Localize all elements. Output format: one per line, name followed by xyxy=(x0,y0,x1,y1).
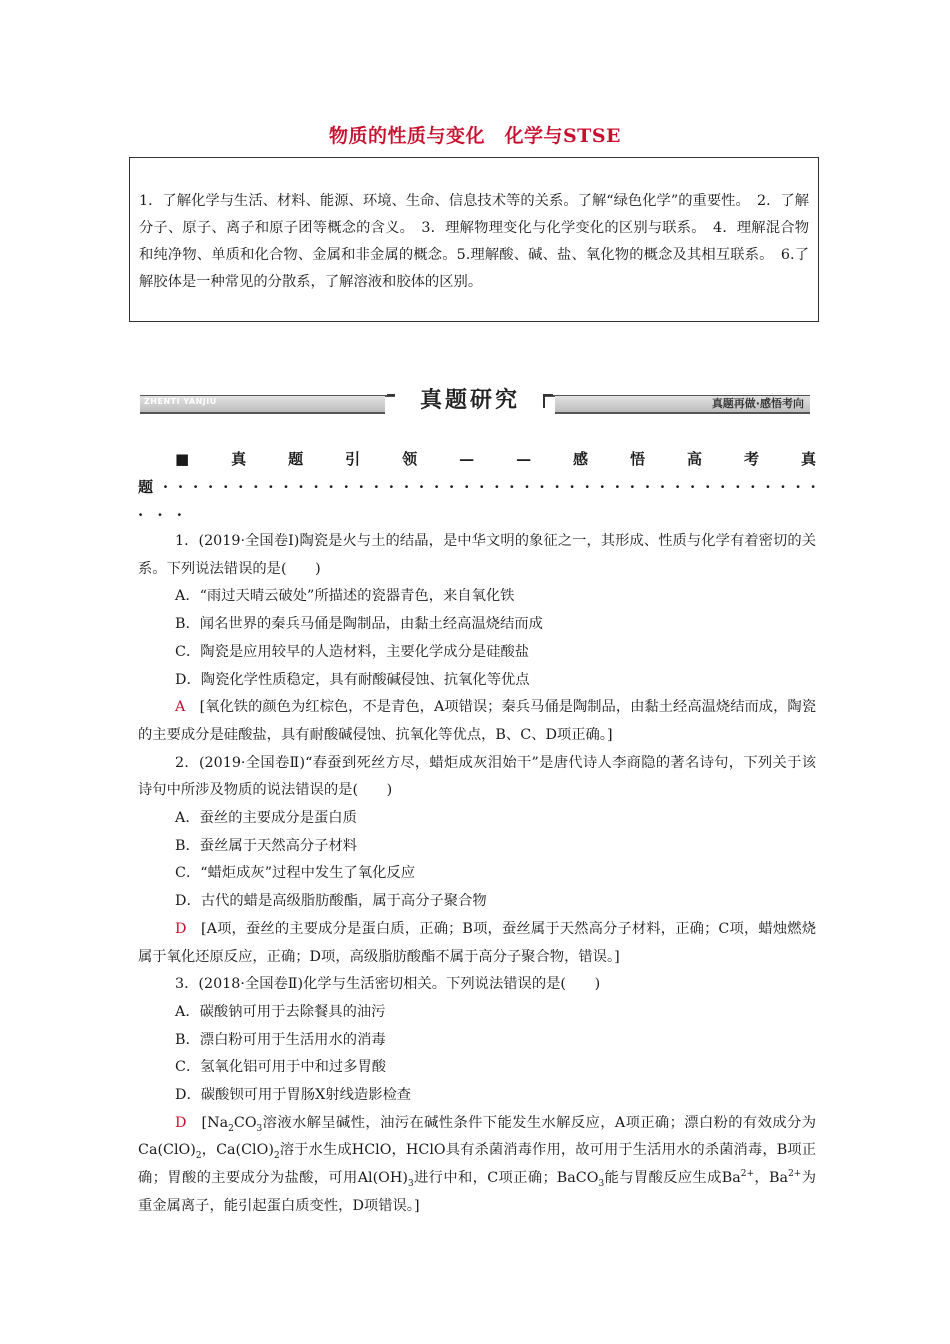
section-heading-char: 领 xyxy=(402,450,418,468)
leader-dot: · xyxy=(720,478,726,496)
question-option: C．“蜡炬成灰”过程中发生了氧化反应 xyxy=(175,865,416,882)
leader-dot: · xyxy=(403,478,410,496)
banner-bracket-right xyxy=(543,394,553,408)
leader-dot: · xyxy=(283,478,289,496)
leader-dot: · xyxy=(599,478,605,496)
question-option: B．蚕丝属于天然高分子材料 xyxy=(175,837,358,854)
subscript: 3 xyxy=(598,1179,605,1190)
section-heading-char: — xyxy=(516,450,532,468)
square-marker-icon: ■ xyxy=(175,450,190,468)
leader-dot: · xyxy=(253,478,259,496)
question-option: B．漂白粉可用于生活用水的消毒 xyxy=(175,1031,386,1048)
leader-dot: · xyxy=(157,506,163,524)
leader-dot: · xyxy=(373,478,379,496)
leader-dot: · xyxy=(298,478,304,496)
leader-dot: · xyxy=(192,478,199,496)
answer-explanation xyxy=(138,916,816,971)
explanation-text: [Na xyxy=(186,1114,229,1131)
leader-dot: · xyxy=(614,478,620,496)
leader-dot: · xyxy=(162,478,169,496)
explanation-text: 能与胃酸反应生成Ba xyxy=(604,1170,741,1187)
section-heading-char: 题 xyxy=(138,478,154,496)
section-heading xyxy=(138,445,816,529)
subscript: 2 xyxy=(228,1123,234,1134)
leader-dot: · xyxy=(313,478,319,496)
question-stem: 2．(2019·全国卷Ⅱ)“春蚕到死丝方尽，蜡炬成灰泪始干”是唐代诗人李商隐的著名诗句，下列关于该诗句中所涉及物质的说法错误的是( ) xyxy=(138,754,816,799)
learning-objectives-box xyxy=(129,157,819,322)
leader-dot: · xyxy=(464,478,470,496)
leader-dot: · xyxy=(554,478,560,496)
question-option: B．闻名世界的秦兵马俑是陶制品，由黏土经高温烧结而成 xyxy=(175,616,543,633)
leader-dot: · xyxy=(494,478,500,496)
section-heading-char: 感 xyxy=(573,450,589,468)
explanation-text: ，Ca(ClO) xyxy=(201,1142,274,1159)
question-option: D．碳酸钡可用于胃肠X射线造影检查 xyxy=(175,1087,412,1104)
leader-dot: · xyxy=(795,478,801,496)
question-option: A．蚕丝的主要成分是蛋白质 xyxy=(175,810,357,827)
explanation-text: 为重金属离子，能引起蛋白质变性，D项错误。] xyxy=(138,1170,817,1214)
explanation-text: 进行中和，C项正确；BaCO xyxy=(413,1170,599,1187)
leader-dot: · xyxy=(449,478,455,496)
question-option: A．碳酸钠可用于去除餐具的油污 xyxy=(175,1003,386,1020)
leader-dot: · xyxy=(765,478,771,496)
leader-dot: · xyxy=(176,506,182,524)
leader-dot: · xyxy=(569,478,575,496)
answer-explanation xyxy=(138,694,816,749)
section-heading-char: 悟 xyxy=(630,450,646,468)
leader-dot: · xyxy=(735,478,741,496)
section-heading-char: 真 xyxy=(800,450,816,468)
leader-dot: · xyxy=(539,478,545,496)
leader-dot: · xyxy=(750,478,756,496)
leader-dot: · xyxy=(584,478,590,496)
leader-dot: · xyxy=(524,478,530,496)
question-option: A．“雨过天晴云破处”所描述的瓷器青色，来自氧化铁 xyxy=(175,588,515,605)
section-heading-char: 真 xyxy=(231,450,247,468)
leader-dot: · xyxy=(810,478,816,496)
section-heading-char: 考 xyxy=(743,450,759,468)
section-heading-char: — xyxy=(459,450,475,468)
answer-explanation xyxy=(138,1110,816,1221)
leader-dot: · xyxy=(659,478,666,496)
leader-dot: · xyxy=(208,478,214,496)
question-option: C．陶瓷是应用较早的人造材料，主要化学成分是硅酸盐 xyxy=(175,643,530,660)
question-stem: 3．(2018·全国卷Ⅱ)化学与生活密切相关。下列说法错误的是( ) xyxy=(175,976,601,993)
leader-dot: · xyxy=(268,478,274,496)
section-banner xyxy=(140,384,810,418)
leader-dot: · xyxy=(138,506,144,524)
superscript: 2+ xyxy=(740,1169,755,1180)
banner-subtitle: 真题再做·感悟考向 xyxy=(711,397,804,410)
explanation-text: [A项，蚕丝的主要成分是蛋白质，正确；B项，蚕丝属于天然高分子材料，正确；C项，蜡烛燃烧属于氧化还原反应，正确；D项，高级脂肪酸酯不属于高分子聚合物，错误。] xyxy=(138,920,816,965)
question-option: C．氢氧化铝可用于中和过多胃酸 xyxy=(175,1059,387,1076)
question-stem: 1．(2019·全国卷Ⅰ)陶瓷是火与土的结晶，是中华文明的象征之一，其形成、性质与化学有着密切的关系。下列说法错误的是( ) xyxy=(138,533,816,577)
leader-dot: · xyxy=(343,478,349,496)
question-option: D．古代的蜡是高级脂肪酸酯，属于高分子聚合物 xyxy=(175,893,487,910)
explanation-text: CO xyxy=(233,1114,257,1131)
leader-dot: · xyxy=(223,478,229,496)
leader-dot: · xyxy=(509,478,515,496)
answer-letter: A xyxy=(175,699,186,716)
section-heading-char: 引 xyxy=(345,450,361,468)
leader-dot: · xyxy=(629,478,636,496)
subscript: 3 xyxy=(407,1179,414,1190)
subscript: 2 xyxy=(195,1151,202,1162)
explanation-text: 溶于水生成HClO，HClO具有杀菌消毒作用，故可用于生活用水的杀菌消毒，B项正确；胃酸的主要成分为盐酸，可用Al(OH) xyxy=(138,1142,816,1187)
learning-objectives-text: 1．了解化学与生活、材料、能源、环境、生命、信息技术等的关系。了解“绿色化学”的重要性。 2．了解分子、原子、离子和原子团等概念的含义。 3．理解物理变化与化学变化的区别与联系。 4．理解混合物和纯净物、单质和化合物、金属和非金属的概念。5.理解酸、碱、盐、氧化物的概念及其相互联系。 6.了解胶体是一种常见的分散系，了解溶液和胶体的区别。 xyxy=(139,193,809,290)
leader-dot: · xyxy=(328,478,334,496)
section-heading-char: 高 xyxy=(687,450,703,468)
leader-dot: · xyxy=(644,478,651,496)
leader-dot: · xyxy=(238,478,244,496)
section-heading-line-3 xyxy=(138,501,182,529)
leader-dot: · xyxy=(705,478,711,496)
leader-dot: · xyxy=(690,478,696,496)
superscript: 2+ xyxy=(788,1169,802,1180)
page-title: 物质的性质与变化 化学与STSE xyxy=(328,125,622,147)
answer-letter: D xyxy=(175,1114,187,1131)
section-heading-line-2 xyxy=(138,473,816,501)
banner-english-label: ZHENTI YANJIU xyxy=(144,397,217,406)
banner-title: 真题研究 xyxy=(395,386,545,416)
section-heading-char: 题 xyxy=(288,450,304,468)
leader-dot: · xyxy=(388,478,395,496)
subscript: 3 xyxy=(256,1123,263,1134)
question-option: D．陶瓷化学性质稳定，具有耐酸碱侵蚀、抗氧化等优点 xyxy=(175,671,530,688)
answer-letter: D xyxy=(175,920,187,937)
questions-content xyxy=(138,528,816,1221)
leader-dot: · xyxy=(433,478,440,496)
leader-dot: · xyxy=(780,478,786,496)
explanation-text: ，Ba xyxy=(754,1170,789,1187)
leader-dot: · xyxy=(177,478,184,496)
leader-dot: · xyxy=(418,478,425,496)
section-heading-line-1 xyxy=(138,445,816,473)
subscript: 2 xyxy=(273,1151,280,1162)
leader-dot: · xyxy=(674,478,681,496)
explanation-text: 溶液水解呈碱性，油污在碱性条件下能发生水解反应，A项正确；漂白粉的有效成分为Ca(ClO) xyxy=(138,1114,816,1159)
leader-dot: · xyxy=(479,478,485,496)
leader-dot: · xyxy=(358,478,364,496)
explanation-text: [氧化铁的颜色为红棕色，不是青色，A项错误；秦兵马俑是陶制品，由黏土经高温烧结而成，陶瓷的主要成分是硅酸盐，具有耐酸碱侵蚀、抗氧化等优点，B、C、D项正确。] xyxy=(138,699,816,743)
